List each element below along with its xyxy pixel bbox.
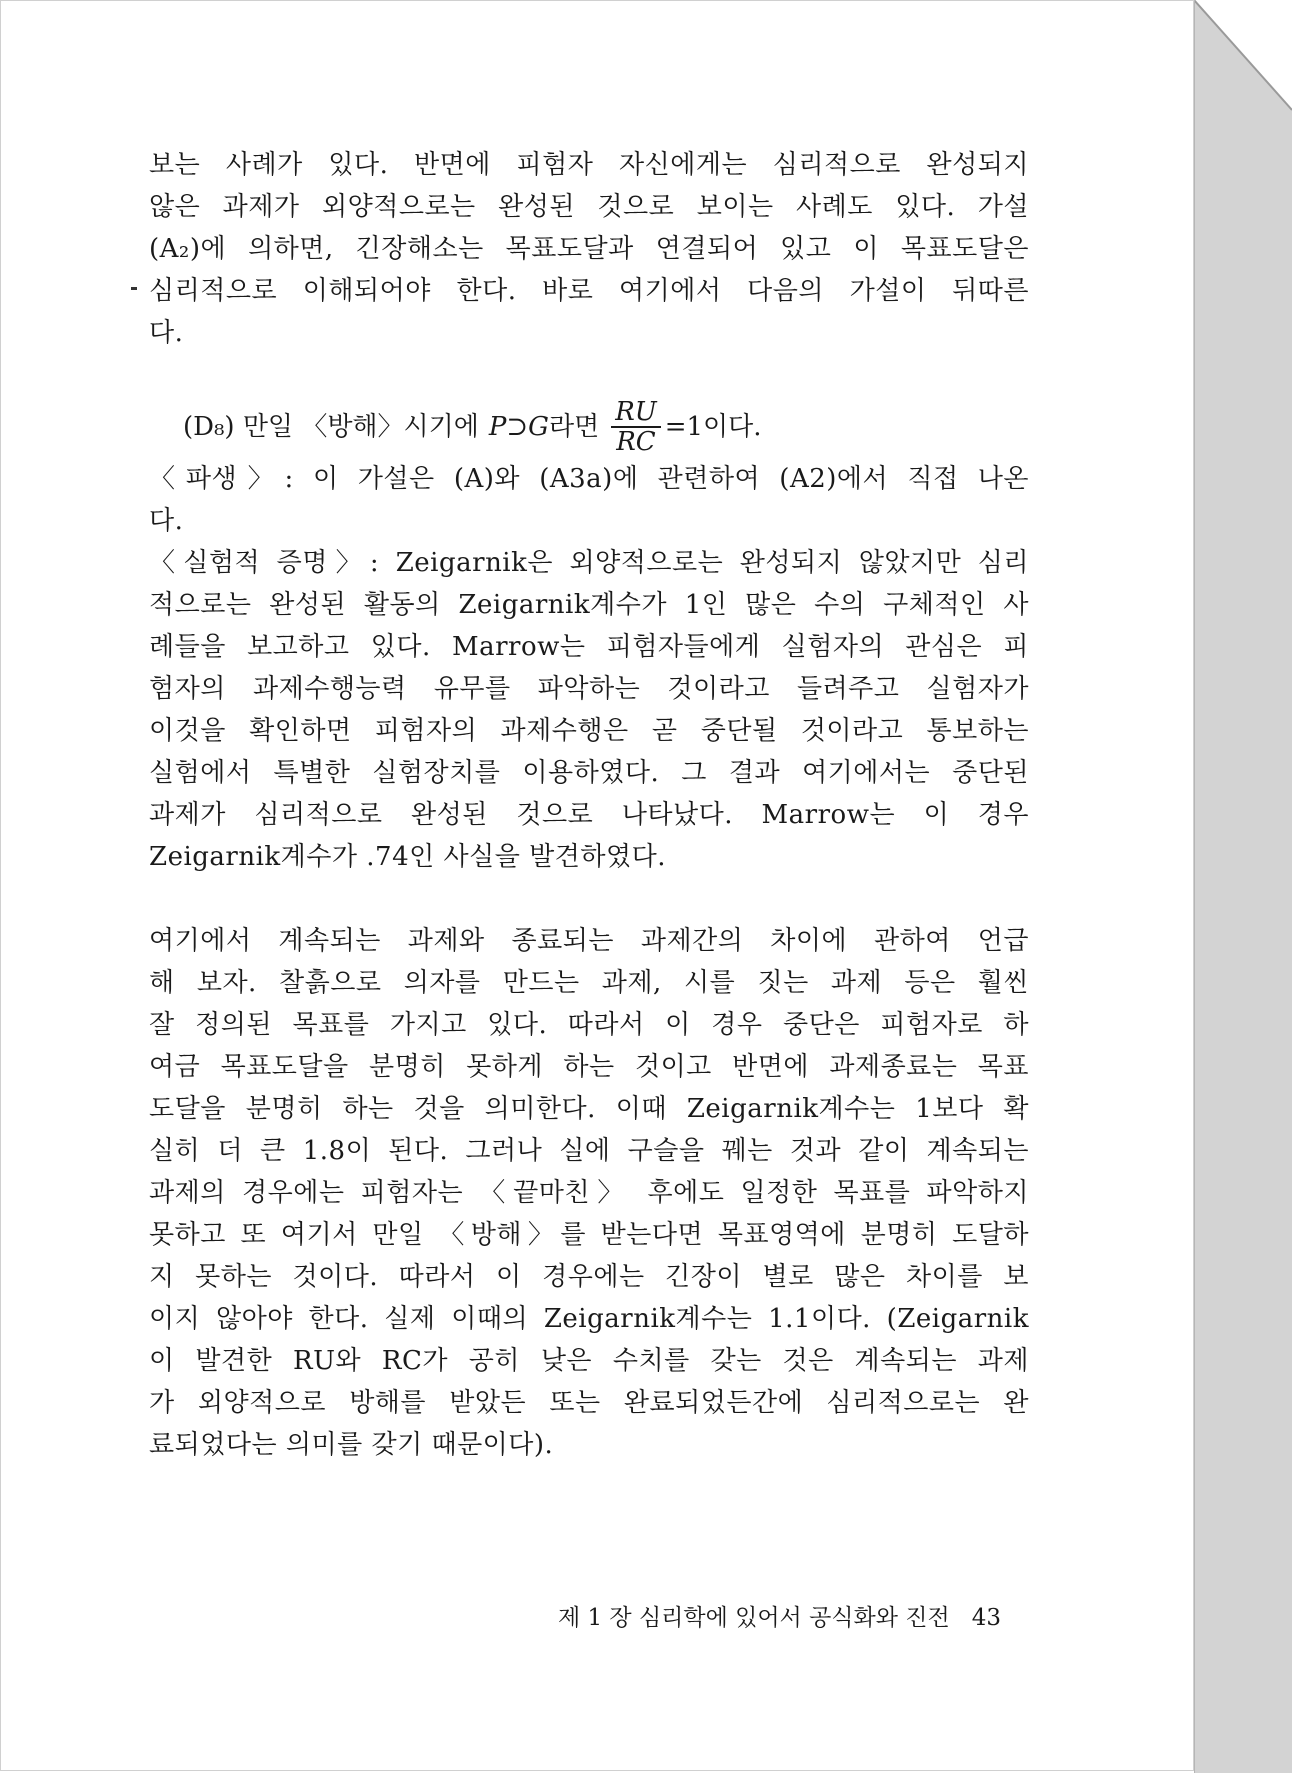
text-line: 해 보자. 찰흙으로 의자를 만드는 과제, 시를 짓는 과제 등은 훨씬 [149, 968, 1029, 998]
text-line: 심리적으로 이해되어야 한다. 바로 여기에서 다음의 가설이 뒤따른 [149, 276, 1029, 306]
margin-mark [131, 287, 137, 290]
text-line: 실히 더 큰 1.8이 된다. 그러나 실에 구슬을 꿰는 것과 같이 계속되는 [149, 1136, 1029, 1166]
text-line: 험자의 과제수행능력 유무를 파악하는 것이라고 들려주고 실험자가 [149, 674, 1029, 704]
text-line: 료되었다는 의미를 갖기 때문이다). [149, 1430, 554, 1460]
book-edge-graphic [1194, 0, 1292, 1773]
text-line: 보는 사례가 있다. 반면에 피험자 자신에게는 심리적으로 완성되지 [149, 150, 1029, 180]
text-line: 〈실험적 증명〉: Zeigarnik은 외양적으로는 완성되지 않았지만 심리 [149, 548, 1029, 578]
formula-denominator: RC [616, 427, 656, 457]
text-line: 잘 정의된 목표를 가지고 있다. 따라서 이 경우 중단은 피험자로 하 [149, 1010, 1029, 1040]
text-line: 도달을 분명히 하는 것을 의미한다. 이때 Zeigarnik계수는 1보다 확 [149, 1094, 1029, 1124]
paragraph-gap [149, 878, 1029, 920]
text-line: 다. [149, 506, 184, 536]
book-edge-side [1194, 0, 1292, 1773]
text-line: 실험에서 특별한 실험장치를 이용하였다. 그 결과 여기에서는 중단된 [149, 758, 1029, 788]
text-line: 다. [149, 318, 184, 348]
text-line: 이것을 확인하면 피험자의 과제수행은 곧 중단될 것이라고 통보하는 [149, 716, 1029, 746]
body-text [149, 144, 1029, 1466]
text-line: 지 못하는 것이다. 따라서 이 경우에는 긴장이 별로 많은 차이를 보 [149, 1262, 1029, 1292]
text-line: 이 발견한 RU와 RC가 공히 낮은 수치를 갖는 것은 계속되는 과제 [149, 1346, 1029, 1376]
text-line: (A₂)에 의하면, 긴장해소는 목표도달과 연결되어 있고 이 목표도달은 [149, 234, 1029, 264]
text-line: 이지 않아야 한다. 실제 이때의 Zeigarnik계수는 1.1이다. (Zeigarnik [149, 1304, 1029, 1334]
text-line: 가 외양적으로 방해를 받았든 또는 완료되었든간에 심리적으로는 완 [149, 1388, 1029, 1418]
page-number: 43 [971, 1605, 1001, 1631]
formula-middle: 라면 [548, 412, 600, 442]
text-line: 여기에서 계속되는 과제와 종료되는 과제간의 차이에 관하여 언급 [149, 926, 1029, 956]
text-line: 않은 과제가 외양적으로는 완성된 것으로 보이는 사례도 있다. 가설 [149, 192, 1029, 222]
formula-d8 [149, 396, 1029, 458]
chapter-title: 제 1 장 심리학에 있어서 공식화와 진전 [557, 1605, 950, 1631]
paragraph-gap [149, 354, 1029, 396]
text-line: 못하고 또 여기서 만일 〈방해〉를 받는다면 목표영역에 분명히 도달하 [149, 1220, 1030, 1250]
formula-prefix: (D₈) 만일 〈방해〉시기에 [183, 412, 479, 442]
formula-condition: P⊃G [488, 412, 549, 442]
text-line: Zeigarnik계수가 .74인 사실을 발견하였다. [149, 842, 666, 872]
book-edge [1194, 0, 1292, 1773]
text-line: 〈파생〉: 이 가설은 (A)와 (A3a)에 관련하여 (A2)에서 직접 나온 [149, 464, 1029, 494]
text-line: 례들을 보고하고 있다. Marrow는 피험자들에게 실험자의 관심은 피 [149, 632, 1029, 662]
formula-numerator: RU [611, 398, 661, 428]
text-line: 적으로는 완성된 활동의 Zeigarnik계수가 1인 많은 수의 구체적인 사 [149, 590, 1029, 620]
page-footer [481, 1601, 1001, 1635]
formula-fraction [611, 398, 661, 456]
text-line: 과제의 경우에는 피험자는 〈끝마친〉 후에도 일정한 목표를 파악하지 [149, 1178, 1029, 1208]
formula-suffix: =1이다. [664, 412, 762, 442]
text-line: 과제가 심리적으로 완성된 것으로 나타났다. Marrow는 이 경우 [149, 800, 1029, 830]
text-line: 여금 목표도달을 분명히 못하게 하는 것이고 반면에 과제종료는 목표 [149, 1052, 1029, 1082]
